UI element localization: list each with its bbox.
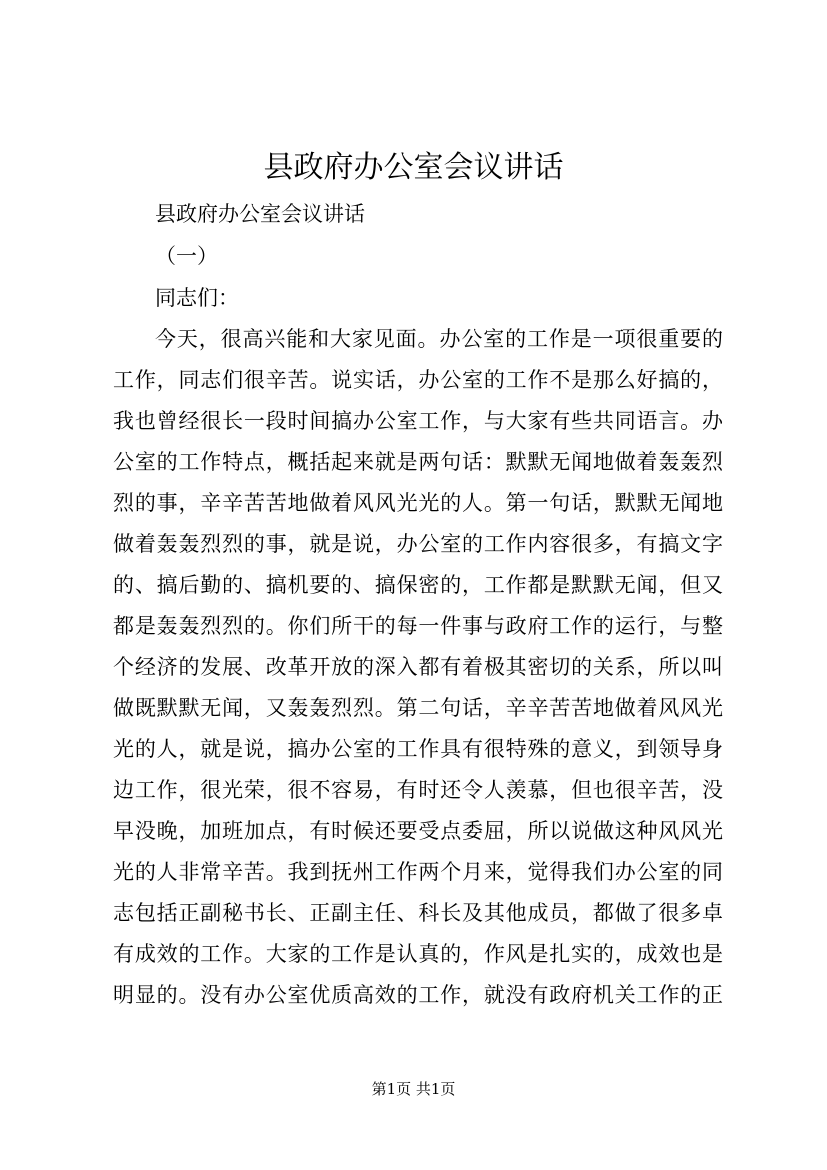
body-line: 都是轰轰烈烈的。你们所干的每一件事与政府工作的运行，与整 [113, 614, 723, 638]
document-title: 县政府办公室会议讲话 [263, 150, 564, 185]
body-line: 光的人，就是说，搞办公室的工作具有很特殊的意义，到领导身 [113, 737, 723, 761]
body-line: 早没晚，加班加点，有时候还要受点委屈，所以说做这种风风光 [113, 819, 723, 843]
body-line: 做既默默无闻，又轰轰烈烈。第二句话，辛辛苦苦地做着风风光 [113, 696, 723, 720]
body-line: 个经济的发展、改革开放的深入都有着极其密切的关系，所以叫 [113, 655, 723, 679]
document-subtitle: 县政府办公室会议讲话 [155, 202, 365, 226]
body-line: 有成效的工作。大家的工作是认真的，作风是扎实的，成效也是 [113, 942, 723, 966]
body-line: 光的人非常辛苦。我到抚州工作两个月来，觉得我们办公室的同 [113, 860, 723, 884]
page-number-footer: 第1页 共1页 [371, 1080, 456, 1098]
body-line: 明显的。没有办公室优质高效的工作，就没有政府机关工作的正 [113, 983, 723, 1007]
body-line: 我也曾经很长一段时间搞办公室工作，与大家有些共同语言。办 [113, 409, 723, 433]
body-line: 今天，很高兴能和大家见面。办公室的工作是一项很重要的 [155, 327, 723, 351]
greeting: 同志们： [155, 286, 239, 310]
section-heading: （一） [155, 244, 218, 268]
body-paragraph [113, 319, 723, 1016]
body-line: 公室的工作特点，概括起来就是两句话：默默无闻地做着轰轰烈 [113, 450, 723, 474]
body-line: 的、搞后勤的、搞机要的、搞保密的，工作都是默默无闻，但又 [113, 573, 723, 597]
body-line: 志包括正副秘书长、正副主任、科长及其他成员，都做了很多卓 [113, 901, 723, 925]
body-line: 工作，同志们很辛苦。说实话，办公室的工作不是那么好搞的， [113, 368, 723, 392]
body-line: 烈的事，辛辛苦苦地做着风风光光的人。第一句话，默默无闻地 [113, 491, 723, 515]
body-line: 做着轰轰烈烈的事，就是说，办公室的工作内容很多，有搞文字 [113, 532, 723, 556]
body-line: 边工作，很光荣，很不容易，有时还令人羡慕，但也很辛苦，没 [113, 778, 723, 802]
